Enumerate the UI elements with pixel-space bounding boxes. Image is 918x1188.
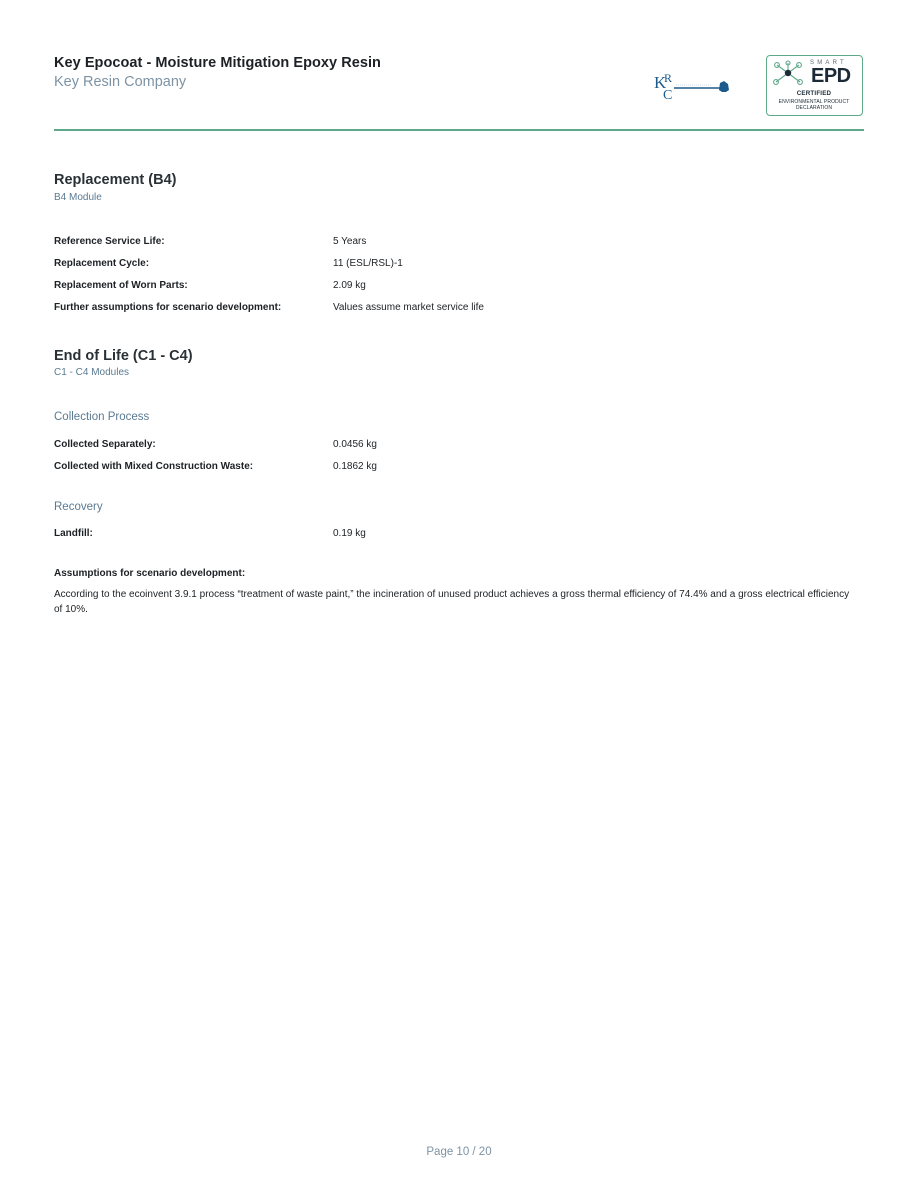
epd-declaration-line1: ENVIRONMENTAL PRODUCT xyxy=(778,99,850,105)
further-assumptions-value: Values assume market service life xyxy=(333,302,484,313)
collected-separately-value: 0.0456 kg xyxy=(333,439,377,450)
krc-key-logo-icon xyxy=(654,68,734,104)
collected-separately-label: Collected Separately: xyxy=(54,439,156,450)
svg-text:K: K xyxy=(654,73,667,92)
end-of-life-section-subtitle: C1 - C4 Modules xyxy=(54,367,130,378)
svg-text:R: R xyxy=(664,71,673,85)
assumptions-text: According to the ecoinvent 3.9.1 process “treatment of waste paint,” the incineration of unused product achieves a gross thermal efficiency of 74.4% and a gross electrical efficiency of 10%. xyxy=(54,589,850,615)
epd-declaration-label xyxy=(767,99,861,111)
network-nodes-icon xyxy=(770,60,806,88)
epd-certified-label: CERTIFIED xyxy=(796,90,832,97)
epd-smart-label: SMART xyxy=(810,60,847,66)
reference-service-life-value: 5 Years xyxy=(333,236,367,247)
document-title: Key Epocoat - Moisture Mitigation Epoxy Resin xyxy=(54,55,381,71)
page-header xyxy=(54,54,864,130)
replacement-cycle-label: Replacement Cycle: xyxy=(54,258,150,269)
landfill-label: Landfill: xyxy=(54,528,93,539)
landfill-value: 0.19 kg xyxy=(333,528,366,539)
smart-epd-certified-badge xyxy=(766,55,863,116)
assumptions-label: Assumptions for scenario development: xyxy=(54,568,246,579)
header-divider xyxy=(54,129,864,131)
collected-mixed-waste-value: 0.1862 kg xyxy=(333,461,377,472)
further-assumptions-label: Further assumptions for scenario development: xyxy=(54,302,282,313)
replacement-section-title: Replacement (B4) xyxy=(54,172,177,188)
collected-mixed-waste-label: Collected with Mixed Construction Waste: xyxy=(54,461,254,472)
replacement-worn-parts-value: 2.09 kg xyxy=(333,280,366,291)
end-of-life-section-title: End of Life (C1 - C4) xyxy=(54,348,193,364)
reference-service-life-label: Reference Service Life: xyxy=(54,236,165,247)
recovery-heading: Recovery xyxy=(54,501,103,513)
collection-process-heading: Collection Process xyxy=(54,411,150,423)
replacement-worn-parts-label: Replacement of Worn Parts: xyxy=(54,280,188,291)
svg-text:C: C xyxy=(663,88,673,103)
replacement-cycle-value: 11 (ESL/RSL)-1 xyxy=(333,258,403,269)
epd-declaration-line2: DECLARATION xyxy=(795,105,833,111)
epd-label: EPD xyxy=(811,65,851,87)
company-name: Key Resin Company xyxy=(54,74,187,90)
replacement-section-subtitle: B4 Module xyxy=(54,192,102,203)
page-number: Page 10 / 20 xyxy=(426,1146,492,1158)
